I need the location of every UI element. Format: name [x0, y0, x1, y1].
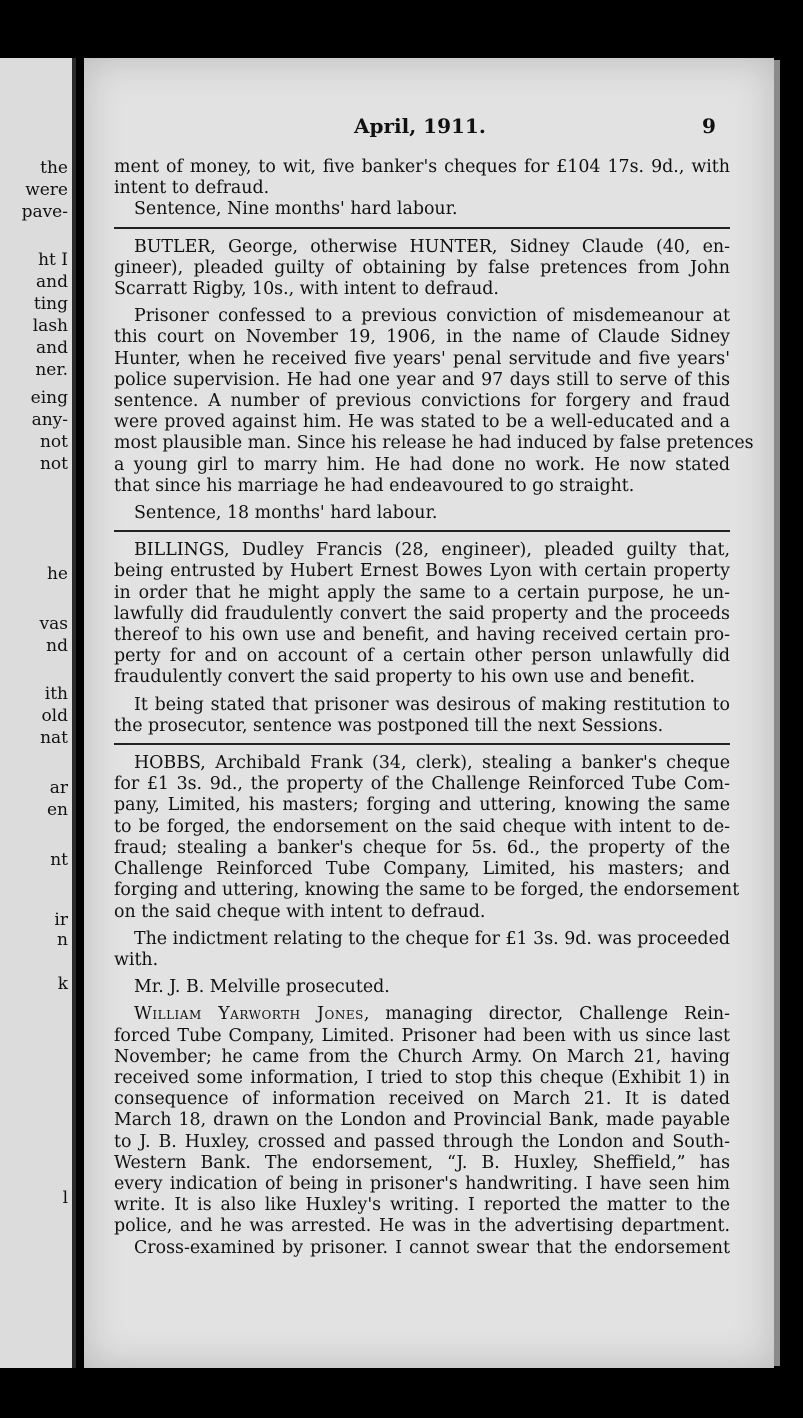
left-fragment: not	[39, 432, 68, 452]
text-line: forced Tube Company, Limited. Prisoner had been with us since last	[114, 1025, 730, 1046]
text-line: consequence of information received on March 21. It is dated	[114, 1089, 730, 1110]
text-line: lawfully did fraudulently convert the said property and the proceeds	[114, 603, 730, 624]
text-line: BILLINGS, Dudley Francis (28, engineer), pleaded guilty that,	[134, 540, 730, 561]
text-line: fraudulently convert the said property to his own use and benefit.	[114, 667, 695, 688]
left-fragment: and	[36, 272, 68, 292]
left-fragment: ir	[54, 910, 68, 930]
left-fragment: vas	[39, 614, 68, 634]
page-header	[84, 114, 774, 140]
left-fragment: k	[57, 974, 68, 994]
text-line: Scarratt Rigby, 10s., with intent to defraud.	[114, 279, 499, 300]
left-fragment: en	[46, 800, 68, 820]
left-fragment: ting	[33, 294, 68, 314]
text-line: November; he came from the Church Army. On March 21, having	[114, 1046, 730, 1067]
text-line: March 18, drawn on the London and Provincial Bank, made payable	[114, 1110, 730, 1131]
left-fragment: and	[36, 338, 68, 358]
left-fragment: not	[39, 454, 68, 474]
left-fragment: ith	[44, 684, 68, 704]
left-fragment: n	[57, 930, 68, 950]
text-line: sentence. A number of previous convictions for forgery and fraud	[114, 391, 730, 412]
page-number: 9	[702, 114, 716, 138]
left-facing-page	[0, 58, 76, 1368]
text-line: this court on November 19, 1906, in the name of Claude Sidney	[114, 327, 730, 348]
text-line: Mr. J. B. Melville prosecuted.	[134, 977, 390, 998]
text-line: perty for and on account of a certain other person unlawfully did	[114, 646, 730, 667]
case-divider	[114, 530, 730, 532]
left-fragment: ht I	[38, 250, 68, 270]
left-fragment: eing	[30, 388, 68, 408]
text-line: were proved against him. He was stated to be a well-educated and a	[114, 412, 730, 433]
text-line: BUTLER, George, otherwise HUNTER, Sidney Claude (40, en-	[134, 236, 730, 257]
case-continuation	[114, 157, 730, 221]
left-fragment: he	[46, 564, 68, 584]
left-fragment: ner.	[35, 360, 68, 380]
witness-name: William Yarworth Jones	[134, 1004, 364, 1025]
left-fragment: lash	[32, 316, 68, 336]
text-line: gineer), pleaded guilty of obtaining by false pretences from John	[114, 257, 730, 278]
page-edge	[774, 60, 780, 1366]
left-fragment: nat	[40, 728, 68, 748]
text-line: to be forged, the endorsement on the said cheque with intent to de-	[114, 816, 730, 837]
witness-text: , managing director, Challenge Rein-	[363, 1004, 730, 1025]
text-line: a young girl to marry him. He had done no work. He now stated	[114, 454, 730, 475]
text-line: in order that he might apply the same to a certain purpose, he un-	[114, 582, 730, 603]
left-fragment: nt	[50, 850, 68, 870]
text-line: forging and uttering, knowing the same to be forged, the endorsement	[114, 880, 740, 901]
book-page	[84, 58, 774, 1368]
page-body	[114, 157, 754, 1259]
text-line: being entrusted by Hubert Ernest Bowes Lyon with certain property	[114, 561, 730, 582]
text-line: pany, Limited, his masters; forging and uttering, knowing the same	[114, 795, 730, 816]
text-line: Western Bank. The endorsement, “J. B. Huxley, Sheffield,” has	[114, 1152, 730, 1173]
left-fragment: pave-	[21, 202, 68, 222]
sentence-line: Sentence, Nine months' hard labour.	[134, 199, 458, 220]
text-line: with.	[114, 949, 159, 970]
text-line: fraud; stealing a banker's cheque for 5s. 6d., the property of the	[114, 837, 730, 858]
case-divider	[114, 743, 730, 745]
running-head: April, 1911.	[354, 114, 486, 138]
text-line: ment of money, to wit, five banker's cheques for £104 17s. 9d., with	[114, 157, 730, 177]
text-line: on the said cheque with intent to defraud.	[114, 901, 486, 922]
text-line: write. It is also like Huxley's writing. I reported the matter to the	[114, 1195, 730, 1216]
text-line: every indication of being in prisoner's handwriting. I have seen him	[114, 1173, 730, 1194]
left-fragment: nd	[46, 636, 68, 656]
case-hobbs	[114, 753, 740, 1259]
sentence-line: Sentence, 18 months' hard labour.	[134, 503, 438, 524]
witness-line	[114, 1004, 730, 1025]
text-line: that since his marriage he had endeavoured to go straight.	[114, 475, 635, 496]
text-line: for £1 3s. 9d., the property of the Challenge Reinforced Tube Com-	[114, 774, 730, 795]
text-line: to J. B. Huxley, crossed and passed through the London and South-	[114, 1131, 730, 1152]
text-line: It being stated that prisoner was desirous of making restitution to	[134, 694, 730, 715]
text-line: intent to defraud.	[114, 178, 270, 199]
left-fragment: were	[25, 180, 68, 200]
text-line: the prosecutor, sentence was postponed till the next Sessions.	[114, 715, 664, 736]
case-butler	[114, 236, 754, 525]
left-fragment: ar	[49, 778, 68, 798]
text-line: Challenge Reinforced Tube Company, Limited, his masters; and	[114, 859, 730, 880]
text-line: thereof to his own use and benefit, and having received certain pro-	[114, 625, 730, 646]
text-line: received some information, I tried to stop this cheque (Exhibit 1) in	[114, 1067, 730, 1088]
text-line: Hunter, when he received five years' penal servitude and five years'	[114, 348, 730, 369]
left-fragment: any-	[31, 410, 68, 430]
case-billings	[114, 540, 730, 737]
text-line: HOBBS, Archibald Frank (34, clerk), stealing a banker's cheque	[134, 753, 730, 774]
text-line: Prisoner confessed to a previous conviction of misdemeanour at	[134, 306, 730, 327]
left-fragment: old	[41, 706, 68, 726]
text-line: police, and he was arrested. He was in the advertising department.	[114, 1216, 730, 1237]
text-line: Cross-examined by prisoner. I cannot swear that the endorsement	[134, 1237, 730, 1258]
text-line: police supervision. He had one year and 97 days still to serve of this	[114, 369, 730, 390]
case-divider	[114, 227, 730, 229]
text-line: most plausible man. Since his release he had induced by false pretences	[114, 433, 754, 454]
left-fragment: the	[40, 158, 68, 178]
text-line: The indictment relating to the cheque for £1 3s. 9d. was proceeded	[134, 928, 730, 949]
left-fragment: l	[62, 1188, 68, 1208]
